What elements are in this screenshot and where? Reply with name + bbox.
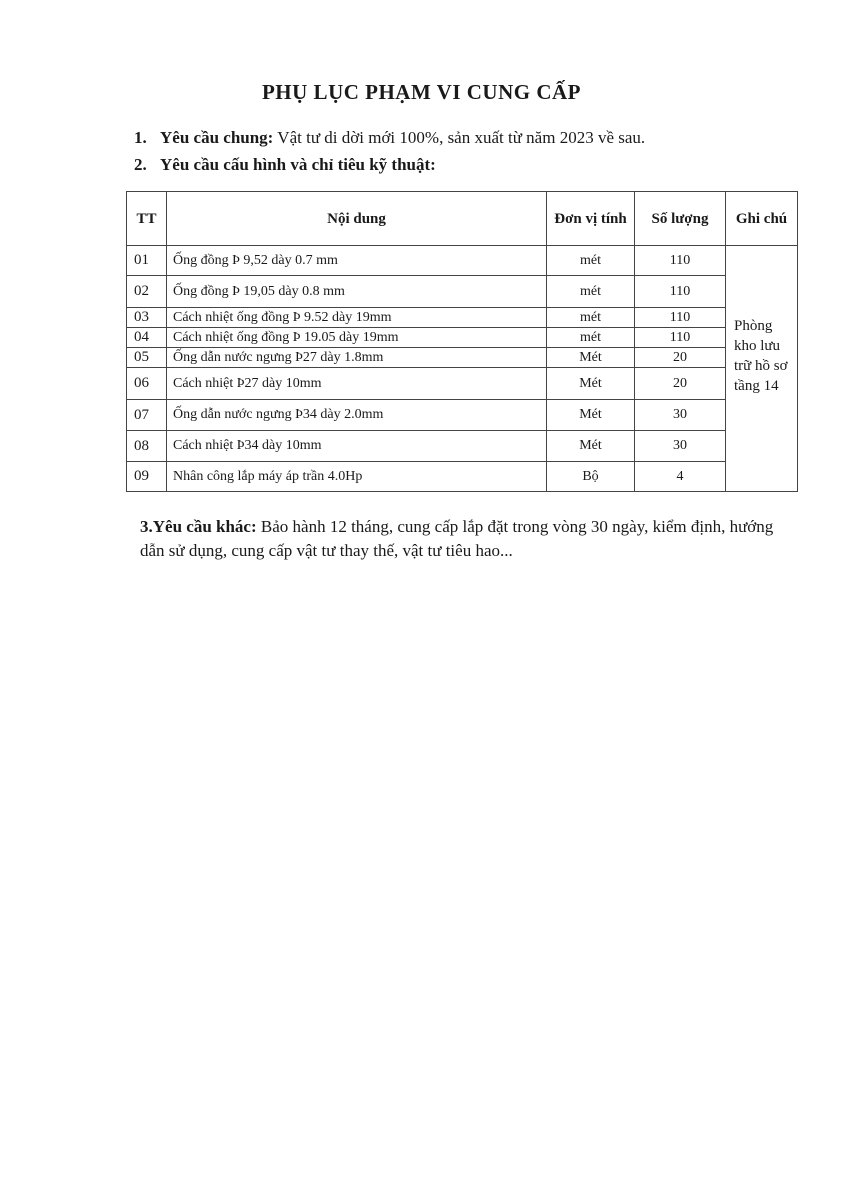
table-row <box>127 431 798 462</box>
cell-qty: 30 <box>635 431 726 462</box>
other-requirements <box>140 515 800 563</box>
cell-tt: 04 <box>127 328 167 348</box>
cell-qty: 110 <box>635 276 726 308</box>
requirement-number: 1. <box>134 128 147 147</box>
table-row <box>127 276 798 308</box>
header-content: Nội dung <box>167 192 547 246</box>
requirement-number: 2. <box>134 155 147 174</box>
cell-unit: mét <box>547 276 635 308</box>
table-header-row <box>127 192 798 246</box>
cell-content: Ống đồng Þ 9,52 dày 0.7 mm <box>167 246 547 276</box>
header-note: Ghi chú <box>726 192 798 246</box>
cell-unit: mét <box>547 308 635 328</box>
cell-qty: 4 <box>635 462 726 492</box>
other-requirements-label: 3.Yêu cầu khác: <box>140 517 257 536</box>
requirement-label: Yêu cầu cấu hình và chỉ tiêu kỹ thuật: <box>160 155 436 174</box>
technical-requirement <box>134 155 436 175</box>
table-row <box>127 400 798 431</box>
table-row <box>127 246 798 276</box>
header-tt: TT <box>127 192 167 246</box>
table-row <box>127 348 798 368</box>
cell-qty: 110 <box>635 246 726 276</box>
cell-content: Cách nhiệt ống đồng Þ 9.52 dày 19mm <box>167 308 547 328</box>
table-row <box>127 462 798 492</box>
cell-qty: 30 <box>635 400 726 431</box>
spec-table <box>126 191 798 492</box>
cell-unit: Mét <box>547 431 635 462</box>
table-row <box>127 328 798 348</box>
cell-qty: 20 <box>635 368 726 400</box>
cell-content: Ống đồng Þ 19,05 dày 0.8 mm <box>167 276 547 308</box>
cell-unit: Mét <box>547 400 635 431</box>
cell-content: Cách nhiệt Þ34 dày 10mm <box>167 431 547 462</box>
cell-unit: mét <box>547 328 635 348</box>
cell-qty: 110 <box>635 308 726 328</box>
cell-qty: 110 <box>635 328 726 348</box>
cell-unit: mét <box>547 246 635 276</box>
cell-tt: 01 <box>127 246 167 276</box>
cell-content: Nhân công lắp máy áp trần 4.0Hp <box>167 462 547 492</box>
cell-qty: 20 <box>635 348 726 368</box>
header-unit: Đơn vị tính <box>547 192 635 246</box>
cell-note: Phòng kho lưu trữ hồ sơ tầng 14 <box>726 246 798 492</box>
cell-unit: Mét <box>547 348 635 368</box>
cell-content: Ống dẫn nước ngưng Þ34 dày 2.0mm <box>167 400 547 431</box>
cell-unit: Mét <box>547 368 635 400</box>
cell-tt: 02 <box>127 276 167 308</box>
cell-unit: Bộ <box>547 462 635 492</box>
cell-tt: 05 <box>127 348 167 368</box>
page-title: PHỤ LỤC PHẠM VI CUNG CẤP <box>261 80 581 104</box>
cell-tt: 09 <box>127 462 167 492</box>
cell-tt: 08 <box>127 431 167 462</box>
cell-content: Cách nhiệt ống đồng Þ 19.05 dày 19mm <box>167 328 547 348</box>
cell-tt: 06 <box>127 368 167 400</box>
cell-tt: 07 <box>127 400 167 431</box>
requirement-label: Yêu cầu chung: <box>160 128 274 147</box>
header-qty: Số lượng <box>635 192 726 246</box>
cell-tt: 03 <box>127 308 167 328</box>
other-requirements-text: Bảo hành 12 tháng, cung cấp lắp đặt trong vòng 30 ngày, kiểm định, hướng dẫn sử dụng, cung cấp vật tư thay thế, vật tư tiêu hao... <box>140 517 774 560</box>
table-row <box>127 368 798 400</box>
cell-content: Ống dẫn nước ngưng Þ27 dày 1.8mm <box>167 348 547 368</box>
general-requirement <box>134 128 645 148</box>
table-row <box>127 308 798 328</box>
requirement-text: Vật tư di dời mới 100%, sản xuất từ năm 2023 về sau. <box>273 128 646 147</box>
cell-content: Cách nhiệt Þ27 dày 10mm <box>167 368 547 400</box>
